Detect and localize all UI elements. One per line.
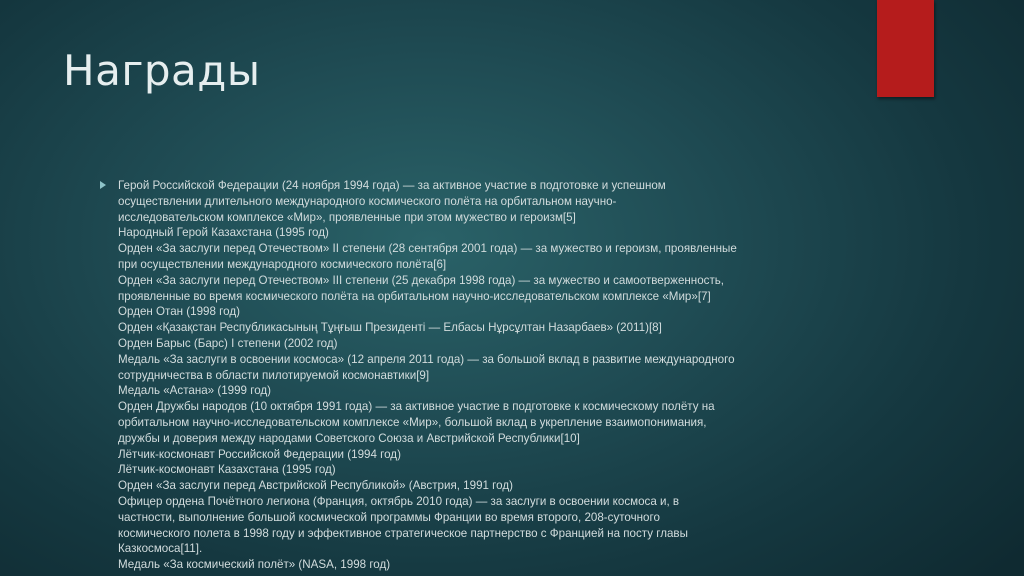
triangle-bullet-icon bbox=[100, 181, 106, 189]
text-line: орбитальном научно-исследовательском комплексе «Мир», большой вклад в укрепление взаимопонимания, bbox=[118, 415, 707, 429]
text-line: космического полета в 1998 году и эффективное стратегическое партнерство с Францией на посту главы bbox=[118, 526, 688, 540]
text-line: осуществлении длительного международного космического полёта на орбитальном научно- bbox=[118, 194, 617, 208]
awards-text bbox=[118, 178, 860, 573]
slide-title: Награды bbox=[63, 46, 261, 95]
text-line: частности, выполнение большой космической программы Франции во время второго, 208-суточного bbox=[118, 510, 660, 524]
text-line: исследовательском комплексе «Мир», проявленные при этом мужество и героизм[5] bbox=[118, 210, 576, 224]
text-line: проявленные во время космического полёта на орбитальном научно-исследовательском комплексе «Мир»[7] bbox=[118, 289, 711, 303]
text-line: Медаль «За заслуги в освоении космоса» (12 апреля 2011 года) — за большой вклад в развитие международного bbox=[118, 352, 735, 366]
red-accent-tab bbox=[877, 0, 934, 97]
text-line: дружбы и доверия между народами Советского Союза и Австрийской Республики[10] bbox=[118, 431, 580, 445]
text-line: при осуществлении международного космического полёта[6] bbox=[118, 257, 447, 271]
text-line: Орден «Қазақстан Республикасының Тұңғыш Президенті — Елбасы Нұрсұлтан Назарбаев» (2011)[8] bbox=[118, 321, 662, 335]
text-line: Орден «За заслуги перед Австрийской Республикой» (Австрия, 1991 год) bbox=[118, 479, 513, 493]
text-line: Орден Дружбы народов (10 октября 1991 года) — за активное участие в подготовке к космическому полёту на bbox=[118, 400, 715, 414]
text-line: Лётчик-космонавт Российской Федерации (1994 год) bbox=[118, 447, 401, 461]
text-line: Орден «За заслуги перед Отечеством» II степени (28 сентября 2001 года) — за мужество и героизм, проявленные bbox=[118, 242, 737, 256]
awards-list bbox=[100, 178, 860, 573]
text-line: сотрудничества в области пилотируемой космонавтики[9] bbox=[118, 368, 430, 382]
text-line: Орден Барыс (Барс) I степени (2002 год) bbox=[118, 336, 338, 350]
text-line: Офицер ордена Почётного легиона (Франция, октябрь 2010 года) — за заслуги в освоении космоса и, в bbox=[118, 494, 680, 508]
text-line: Орден «За заслуги перед Отечеством» III степени (25 декабря 1998 года) — за мужество и самоотверженность, bbox=[118, 273, 725, 287]
text-line: Казкосмоса[11]. bbox=[118, 542, 203, 556]
text-line: Медаль «За космический полёт» (NASA, 1998 год) bbox=[118, 558, 391, 572]
text-line: Лётчик-космонавт Казахстана (1995 год) bbox=[118, 463, 336, 477]
text-line: Народный Герой Казахстана (1995 год) bbox=[118, 226, 329, 240]
text-line: Медаль «Астана» (1999 год) bbox=[118, 384, 272, 398]
text-line: Орден Отан (1998 год) bbox=[118, 305, 240, 319]
text-line: Герой Российской Федерации (24 ноября 1994 года) — за активное участие в подготовке и успешном bbox=[118, 179, 666, 192]
